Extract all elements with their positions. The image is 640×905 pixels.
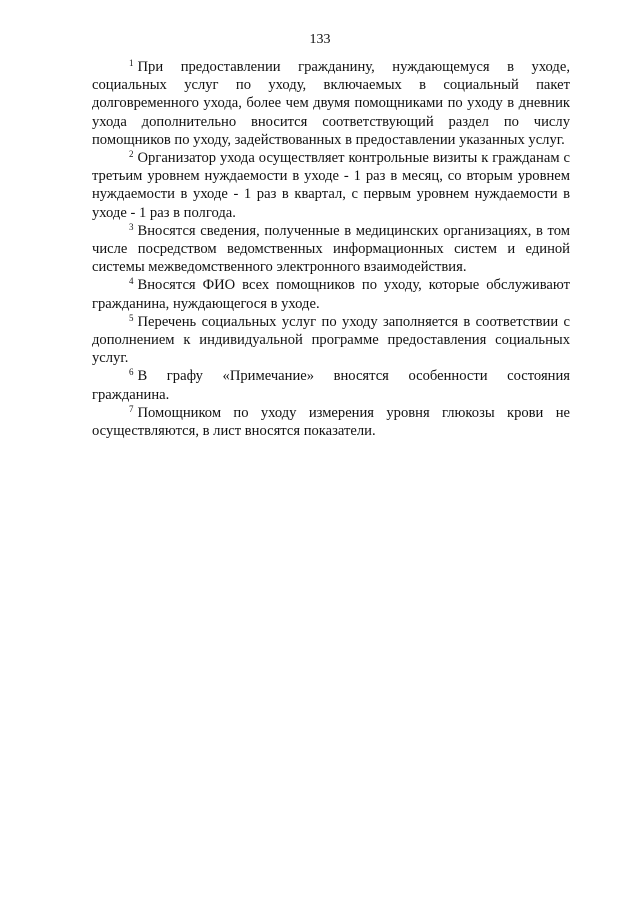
footnote-marker: 2 xyxy=(129,149,134,160)
footnote-marker: 3 xyxy=(129,221,134,232)
footnote-marker: 5 xyxy=(129,312,134,323)
footnote-text: Вносятся сведения, полученные в медицинских организациях, в том числе посредством ведомственных информационных систем и единой системы межведомственного электронного взаимодействия. xyxy=(92,222,570,276)
footnotes-block xyxy=(92,58,570,440)
footnote-7 xyxy=(92,404,570,440)
footnote-marker: 6 xyxy=(129,367,134,378)
footnote-5 xyxy=(92,313,570,368)
footnote-marker: 7 xyxy=(129,403,134,414)
footnote-3 xyxy=(92,222,570,277)
footnote-text: Перечень социальных услуг по уходу заполняется в соответствии с дополнением к индивидуальной программе предоставления социальных услуг. xyxy=(92,313,570,367)
footnote-1 xyxy=(92,58,570,149)
footnote-text: Помощником по уходу измерения уровня глюкозы крови не осуществляются, в лист вносятся показатели. xyxy=(92,404,570,440)
footnote-text: Организатор ухода осуществляет контрольные визиты к гражданам с третьим уровнем нуждаемости в уходе - 1 раз в месяц, со вторым уровнем нуждаемости в уходе - 1 раз в квартал, с первым уровнем нуждаемости в уходе - 1 раз в полгода. xyxy=(92,150,570,221)
footnote-4 xyxy=(92,276,570,312)
footnote-text: При предоставлении гражданину, нуждающемуся в уходе, социальных услуг по уходу, включаемых в социальный пакет долговременного ухода, более чем двумя помощниками по уходу в дневник ухода дополнительно вносится соответствующий раздел по числу помощников по уходу, задействованных в предоставлении указанных услуг. xyxy=(92,59,570,148)
footnote-2 xyxy=(92,149,570,222)
footnote-marker: 4 xyxy=(129,276,134,287)
footnote-text: Вносятся ФИО всех помощников по уходу, которые обслуживают гражданина, нуждающегося в уходе. xyxy=(92,277,570,312)
footnote-marker: 1 xyxy=(129,58,134,68)
footnote-6 xyxy=(92,367,570,403)
page-number: 133 xyxy=(309,32,331,47)
footnote-text: В графу «Примечание» вносятся особенности состояния гражданина. xyxy=(92,368,570,403)
